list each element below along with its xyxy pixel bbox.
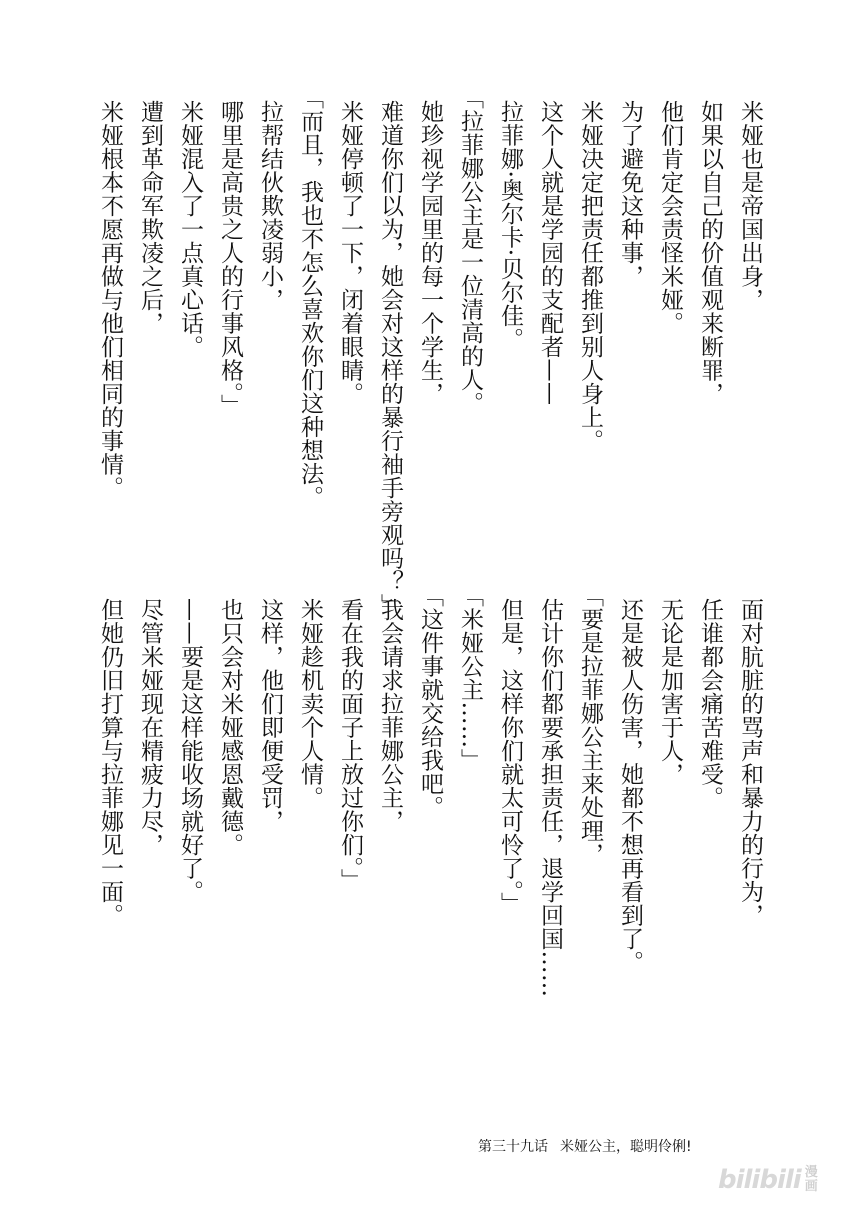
text-column: 估计你们都要承担责任，退学回国…… [537,598,563,998]
text-column: 无论是加害于人， [657,598,683,786]
chapter-number: 第三十九话 [478,1139,548,1155]
logo-sub-top: 漫 [804,1165,818,1180]
text-column: 米娅根本不愿再做与他们相同的事情。 [97,100,123,500]
text-column: 米娅混入了一点真心话。 [177,100,203,359]
text-column: 「拉菲娜公主是一位清高的人。 [457,86,483,415]
text-column: 米娅趁机卖个人情。 [297,598,323,810]
text-column: 任谁都会痛苦难受。 [697,598,723,810]
logo-brand-text: bilibili [718,1165,801,1195]
text-column: 米娅停顿了一下，闭着眼睛。 [337,100,363,406]
bilibili-manga-logo [718,1162,838,1198]
text-column: 拉菲娜·奥尔卡·贝尔佳。 [497,100,523,351]
text-column: 「米娅公主……」 [457,584,483,772]
text-column: 哪里是高贵之人的行事风格。」 [217,100,243,418]
text-column: 尽管米娅现在精疲力尽， [137,598,163,857]
text-column: 如果以自己的价值观来断罪， [697,100,723,406]
text-column: ——要是这样能收场就好了。 [177,598,203,904]
logo-sub-text [805,1166,818,1194]
text-column: 拉帮结伙欺凌弱小， [257,100,283,312]
text-column: 米娅也是帝国出身， [737,100,763,312]
text-column: 还是被人伤害，她都不想再看到了。 [617,598,643,974]
text-column: 面对肮脏的骂声和暴力的行为， [737,598,763,927]
chapter-title: 米娅公主，聪明伶俐! [560,1139,692,1155]
text-column: 难道你们以为，她会对这样的暴行袖手旁观吗？」 [377,100,403,617]
text-column: 但是，这样你们就太可怜了。」 [497,598,523,916]
text-column: 「而且，我也不怎么喜欢你们这种想法。 [297,86,323,509]
text-column: 我会请求拉菲娜公主， [377,598,403,833]
text-column: 遭到革命军欺凌之后， [137,100,163,335]
text-column: 为了避免这种事， [617,100,643,288]
text-column: 但她仍旧打算与拉菲娜见一面。 [97,598,123,927]
text-column: 看在我的面子上放过你们。」 [337,598,363,892]
text-column: 他们肯定会责怪米娅。 [657,100,683,335]
text-column: 这样，他们即便受罚， [257,598,283,833]
bottom-text-block [97,584,770,998]
top-text-block [97,86,770,617]
text-column: 她珍视学园里的每一个学生， [417,100,443,406]
logo-sub-bottom: 画 [804,1179,818,1194]
text-column: 这个人就是学园的支配者—— [537,100,563,406]
text-column: 也只会对米娅感恩戴德。 [217,598,243,857]
chapter-footer [478,1136,692,1156]
text-column: 米娅决定把责任都推到别人身上。 [577,100,603,453]
text-column: 「要是拉菲娜公主来处理， [577,584,603,866]
text-column: 「这件事就交给我吧。 [417,584,443,819]
